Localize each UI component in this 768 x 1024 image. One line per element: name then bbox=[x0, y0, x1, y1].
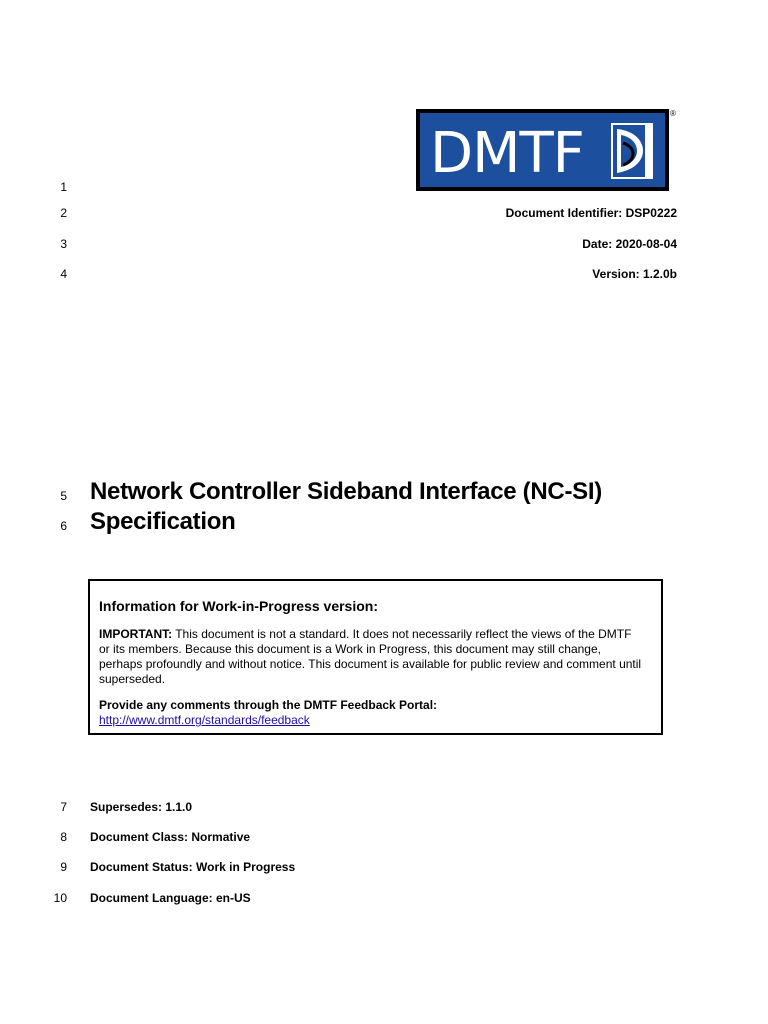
feedback-portal bbox=[99, 698, 437, 728]
wip-heading: Information for Work-in-Progress version: bbox=[99, 598, 378, 614]
dmtf-mark-icon bbox=[609, 119, 657, 183]
line-number: 5 bbox=[60, 489, 67, 503]
dmtf-logo bbox=[416, 109, 669, 191]
document-language: Document Language: en-US bbox=[90, 891, 251, 905]
document-version: Version: 1.2.0b bbox=[592, 267, 677, 281]
logo-background bbox=[420, 113, 665, 187]
registered-mark: ® bbox=[670, 109, 676, 118]
line-number: 2 bbox=[60, 206, 67, 220]
page-title-line-1: Network Controller Sideband Interface (NC-SI) bbox=[90, 478, 602, 505]
feedback-link[interactable]: http://www.dmtf.org/standards/feedback bbox=[99, 713, 310, 727]
logo-text: DMTF bbox=[430, 121, 584, 186]
document-identifier: Document Identifier: DSP0222 bbox=[505, 206, 677, 220]
line-number: 4 bbox=[60, 267, 67, 281]
line-number: 6 bbox=[60, 519, 67, 533]
page-title-line-2: Specification bbox=[90, 508, 236, 535]
feedback-label: Provide any comments through the DMTF Feedback Portal: bbox=[99, 698, 438, 712]
important-label: IMPORTANT: bbox=[99, 627, 173, 641]
important-text: This document is not a standard. It does not necessarily reflect the views of the DMTF or its members. Because this document is a Work in Progress, this document may still change, perhaps profoundly and without notice. This document is available for public review and comment until superseded. bbox=[99, 627, 642, 686]
wip-important-notice bbox=[99, 627, 644, 687]
supersedes: Supersedes: 1.1.0 bbox=[90, 800, 193, 814]
document-date: Date: 2020-08-04 bbox=[582, 237, 677, 251]
document-class: Document Class: Normative bbox=[90, 830, 251, 844]
document-status: Document Status: Work in Progress bbox=[90, 860, 296, 874]
line-number: 8 bbox=[60, 830, 67, 844]
line-number: 9 bbox=[60, 860, 67, 874]
line-number: 10 bbox=[53, 891, 67, 905]
line-number: 3 bbox=[60, 237, 67, 251]
wip-notice-box bbox=[88, 579, 663, 735]
line-number: 1 bbox=[60, 180, 67, 194]
line-number: 7 bbox=[60, 800, 67, 814]
